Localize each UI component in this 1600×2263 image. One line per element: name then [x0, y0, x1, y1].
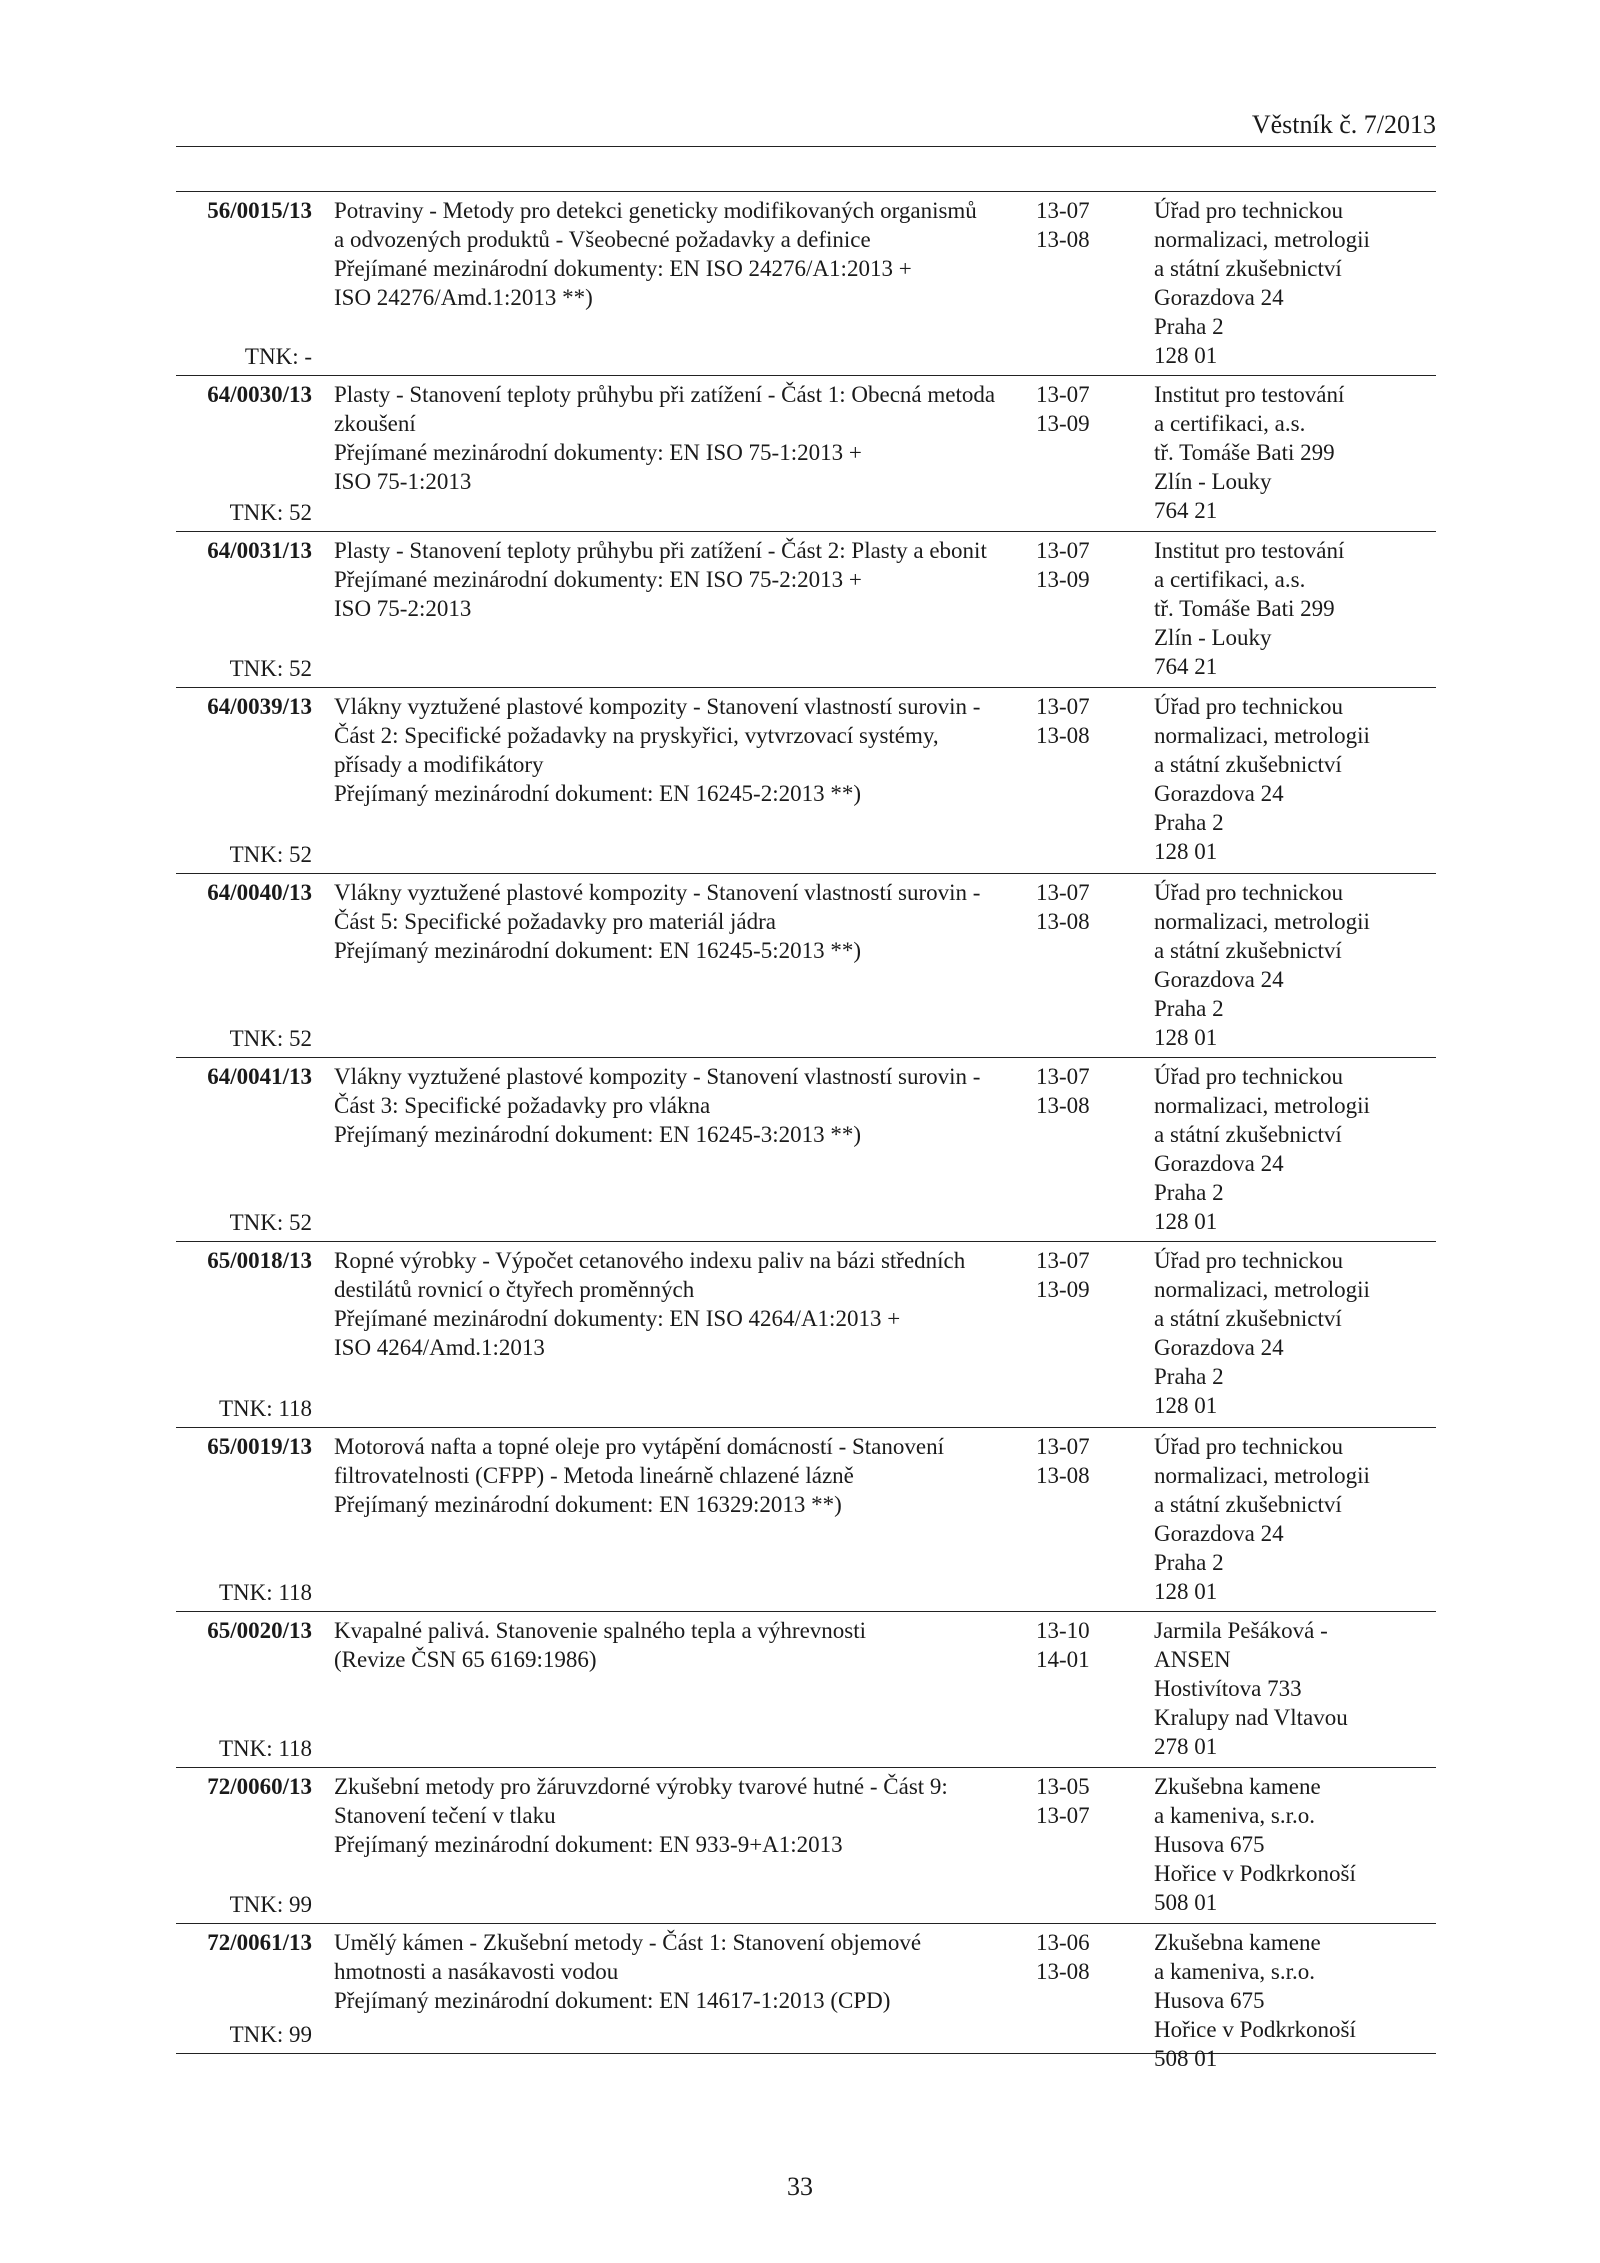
entry-codes-line: 13-08	[1036, 723, 1090, 748]
entry-codes-line: 13-08	[1036, 1959, 1090, 1984]
entry-organization-line: Jarmila Pešáková -	[1154, 1618, 1328, 1643]
entry-organization-line: 128 01	[1154, 343, 1218, 368]
entry-organization-line: a státní zkušebnictví	[1154, 752, 1342, 777]
entry-codes	[1028, 1772, 1154, 1923]
entry-description-line: ISO 75-2:2013	[334, 596, 472, 621]
entry-organization-line: a státní zkušebnictví	[1154, 1306, 1342, 1331]
entry-id-cell	[176, 536, 312, 687]
entry-description	[312, 1928, 1028, 2053]
table-row	[176, 1924, 1436, 2071]
entry-organization-line: 508 01	[1154, 1890, 1218, 1915]
entry-number: 72/0061/13	[207, 1930, 312, 1955]
entry-number: 65/0018/13	[207, 1248, 312, 1273]
entry-description-line: Přejímaný mezinárodní dokument: EN 14617-1:2013 (CPD)	[334, 1988, 891, 2013]
entry-codes-line: 13-08	[1036, 227, 1090, 252]
entry-codes	[1028, 1432, 1154, 1611]
entry-organization-line: Praha 2	[1154, 810, 1224, 835]
entry-tnk: TNK: 118	[218, 1736, 312, 1761]
entry-tnk: TNK: 52	[229, 842, 312, 867]
entry-organization-line: normalizaci, metrologii	[1154, 1093, 1370, 1118]
entry-organization-line: Zlín - Louky	[1154, 625, 1272, 650]
entry-organization-line: a státní zkušebnictví	[1154, 938, 1342, 963]
entry-id-cell	[176, 1616, 312, 1767]
entry-codes-line: 13-09	[1036, 567, 1090, 592]
entry-tnk: TNK: 118	[218, 1396, 312, 1421]
entry-description-line: Ropné výrobky - Výpočet cetanového indexu paliv na bázi středních	[334, 1248, 966, 1273]
entry-organization-line: Praha 2	[1154, 314, 1224, 339]
entry-organization-line: Praha 2	[1154, 1180, 1224, 1205]
entry-codes	[1028, 878, 1154, 1057]
entry-organization-line: Zkušebna kamene	[1154, 1774, 1321, 1799]
entry-codes-line: 13-07	[1036, 880, 1090, 905]
entry-codes	[1028, 1246, 1154, 1427]
entry-codes-line: 14-01	[1036, 1647, 1090, 1672]
entry-number: 64/0031/13	[207, 538, 312, 563]
entry-organization-line: Gorazdova 24	[1154, 285, 1284, 310]
entry-organization-line: a kameniva, s.r.o.	[1154, 1959, 1315, 1984]
entry-organization-line: 128 01	[1154, 1579, 1218, 1604]
table-row	[176, 532, 1436, 688]
entry-organization-line: a státní zkušebnictví	[1154, 256, 1342, 281]
standards-table	[176, 191, 1436, 2071]
entry-codes-line: 13-07	[1036, 1803, 1090, 1828]
entry-organization-line: normalizaci, metrologii	[1154, 723, 1370, 748]
entry-codes-line: 13-09	[1036, 411, 1090, 436]
entry-id-cell	[176, 878, 312, 1057]
entry-tnk: TNK: 52	[229, 1026, 312, 1051]
entry-organization-line: Gorazdova 24	[1154, 1521, 1284, 1546]
table-row	[176, 1242, 1436, 1428]
entry-description-line: destilátů rovnicí o čtyřech proměnných	[334, 1277, 695, 1302]
page-header: Věstník č. 7/2013	[1251, 110, 1436, 139]
entry-codes-line: 13-06	[1036, 1930, 1090, 1955]
entry-organization-line: tř. Tomáše Bati 299	[1154, 596, 1335, 621]
entry-description-line: Umělý kámen - Zkušební metody - Část 1: Stanovení objemové	[334, 1930, 922, 1955]
entry-description-line: Část 2: Specifické požadavky na pryskyřici, vytvrzovací systémy,	[334, 723, 939, 748]
entry-description-line: Plasty - Stanovení teploty průhybu při zatížení - Část 2: Plasty a ebonit	[334, 538, 987, 563]
entry-organization-line: Úřad pro technickou	[1154, 880, 1344, 905]
entry-codes-line: 13-05	[1036, 1774, 1090, 1799]
entry-codes	[1028, 1062, 1154, 1241]
entry-description	[312, 878, 1028, 1057]
page-number: 33	[787, 2172, 813, 2201]
entry-id-cell	[176, 196, 312, 375]
entry-codes-line: 13-10	[1036, 1618, 1090, 1643]
entry-description-line: Kvapalné palivá. Stanovenie spalného tepla a výhrevnosti	[334, 1618, 867, 1643]
entry-codes-line: 13-07	[1036, 1064, 1090, 1089]
entry-tnk: TNK: 52	[229, 500, 312, 525]
entry-organization-line: Hostivítova 733	[1154, 1676, 1302, 1701]
entry-organization-line: Úřad pro technickou	[1154, 1064, 1344, 1089]
entry-organization-line: ANSEN	[1154, 1647, 1231, 1672]
entry-description-line: Přejímané mezinárodní dokumenty: EN ISO 24276/A1:2013 +	[334, 256, 912, 281]
entry-description-line: Stanovení tečení v tlaku	[334, 1803, 556, 1828]
entry-codes	[1028, 380, 1154, 531]
entry-description-line: Vlákny vyztužené plastové kompozity - Stanovení vlastností surovin -	[334, 694, 981, 719]
entry-id-cell	[176, 1432, 312, 1611]
entry-codes	[1028, 536, 1154, 687]
table-row	[176, 1612, 1436, 1768]
entry-organization-line: a certifikaci, a.s.	[1154, 567, 1306, 592]
entry-description-line: ISO 4264/Amd.1:2013	[334, 1335, 545, 1360]
entry-codes	[1028, 692, 1154, 873]
entry-organization-line: Praha 2	[1154, 996, 1224, 1021]
entry-codes-line: 13-07	[1036, 198, 1090, 223]
entry-codes-line: 13-07	[1036, 1434, 1090, 1459]
table-row	[176, 1058, 1436, 1242]
entry-id-cell	[176, 380, 312, 531]
table-row	[176, 688, 1436, 874]
entry-description-line: Plasty - Stanovení teploty průhybu při zatížení - Část 1: Obecná metoda	[334, 382, 996, 407]
entry-organization-line: 278 01	[1154, 1734, 1218, 1759]
entry-organization	[1154, 1062, 1436, 1241]
entry-tnk: TNK: 99	[229, 1892, 312, 1917]
entry-codes-line: 13-08	[1036, 1093, 1090, 1118]
entry-description-line: zkoušení	[334, 411, 416, 436]
entry-organization-line: Gorazdova 24	[1154, 781, 1284, 806]
entry-organization-line: 128 01	[1154, 1025, 1218, 1050]
table-row	[176, 874, 1436, 1058]
entry-tnk: TNK: -	[244, 344, 312, 369]
table-row	[176, 1768, 1436, 1924]
entry-organization-line: Úřad pro technickou	[1154, 198, 1344, 223]
entry-organization-line: normalizaci, metrologii	[1154, 1277, 1370, 1302]
entry-organization-line: tř. Tomáše Bati 299	[1154, 440, 1335, 465]
entry-description	[312, 1772, 1028, 1923]
entry-description	[312, 1246, 1028, 1427]
entry-description-line: Přejímaný mezinárodní dokument: EN 16245-5:2013 **)	[334, 938, 861, 963]
entry-description-line: přísady a modifikátory	[334, 752, 544, 777]
entry-description-line: Přejímaný mezinárodní dokument: EN 933-9+A1:2013	[334, 1832, 843, 1857]
entry-organization	[1154, 692, 1436, 873]
entry-codes-line: 13-09	[1036, 1277, 1090, 1302]
entry-organization	[1154, 380, 1436, 531]
entry-description	[312, 1616, 1028, 1767]
entry-organization-line: Praha 2	[1154, 1364, 1224, 1389]
entry-tnk: TNK: 99	[229, 2022, 312, 2047]
entry-number: 72/0060/13	[207, 1774, 312, 1799]
entry-organization-line: Praha 2	[1154, 1550, 1224, 1575]
header-divider	[176, 146, 1436, 147]
entry-tnk: TNK: 52	[229, 656, 312, 681]
entry-description-line: Část 3: Specifické požadavky pro vlákna	[334, 1093, 711, 1118]
entry-number: 64/0039/13	[207, 694, 312, 719]
table-row	[176, 376, 1436, 532]
entry-number: 64/0030/13	[207, 382, 312, 407]
entry-number: 65/0020/13	[207, 1618, 312, 1643]
entry-codes-line: 13-07	[1036, 694, 1090, 719]
entry-organization-line: Institut pro testování	[1154, 538, 1345, 563]
entry-codes	[1028, 1928, 1154, 2053]
entry-description-line: Přejímaný mezinárodní dokument: EN 16329:2013 **)	[334, 1492, 842, 1517]
entry-description	[312, 1432, 1028, 1611]
entry-description-line: ISO 75-1:2013	[334, 469, 472, 494]
entry-id-cell	[176, 1928, 312, 2053]
entry-description-line: Potraviny - Metody pro detekci geneticky modifikovaných organismů	[334, 198, 977, 223]
entry-description-line: Přejímaný mezinárodní dokument: EN 16245-2:2013 **)	[334, 781, 861, 806]
entry-organization-line: 764 21	[1154, 498, 1218, 523]
entry-organization	[1154, 1928, 1436, 2071]
entry-organization-line: 128 01	[1154, 1209, 1218, 1234]
entry-description-line: Vlákny vyztužené plastové kompozity - Stanovení vlastností surovin -	[334, 880, 981, 905]
entry-organization-line: Gorazdova 24	[1154, 1151, 1284, 1176]
entry-codes	[1028, 196, 1154, 375]
entry-organization-line: 128 01	[1154, 1393, 1218, 1418]
entry-organization-line: 128 01	[1154, 839, 1218, 864]
entry-organization	[1154, 1616, 1436, 1767]
entry-organization-line: Zlín - Louky	[1154, 469, 1272, 494]
entry-codes-line: 13-07	[1036, 538, 1090, 563]
entry-id-cell	[176, 692, 312, 873]
entry-description-line: a odvozených produktů - Všeobecné požadavky a definice	[334, 227, 871, 252]
entry-description-line: Přejímaný mezinárodní dokument: EN 16245-3:2013 **)	[334, 1122, 861, 1147]
entry-codes-line: 13-07	[1036, 1248, 1090, 1273]
entry-description-line: Přejímané mezinárodní dokumenty: EN ISO 75-2:2013 +	[334, 567, 862, 592]
entry-organization-line: Úřad pro technickou	[1154, 1434, 1344, 1459]
entry-codes-line: 13-08	[1036, 1463, 1090, 1488]
entry-description-line: Přejímané mezinárodní dokumenty: EN ISO 4264/A1:2013 +	[334, 1306, 901, 1331]
entry-organization-line: 508 01	[1154, 2046, 1218, 2071]
entry-organization-line: normalizaci, metrologii	[1154, 227, 1370, 252]
entry-organization-line: Kralupy nad Vltavou	[1154, 1705, 1348, 1730]
entry-description-line: ISO 24276/Amd.1:2013 **)	[334, 285, 593, 310]
entry-organization	[1154, 1772, 1436, 1923]
entry-organization-line: a certifikaci, a.s.	[1154, 411, 1306, 436]
entry-organization-line: Úřad pro technickou	[1154, 694, 1344, 719]
entry-organization-line: a státní zkušebnictví	[1154, 1492, 1342, 1517]
entry-id-cell	[176, 1246, 312, 1427]
entry-description-line: Motorová nafta a topné oleje pro vytápění domácností - Stanovení	[334, 1434, 944, 1459]
entry-organization-line: Gorazdova 24	[1154, 1335, 1284, 1360]
entry-number: 64/0040/13	[207, 880, 312, 905]
entry-organization-line: Úřad pro technickou	[1154, 1248, 1344, 1273]
entry-organization-line: 764 21	[1154, 654, 1218, 679]
entry-organization-line: normalizaci, metrologii	[1154, 909, 1370, 934]
entry-codes	[1028, 1616, 1154, 1767]
entry-description-line: hmotnosti a nasákavosti vodou	[334, 1959, 619, 1984]
entry-id-cell	[176, 1772, 312, 1923]
entry-description-line: Zkušební metody pro žáruvzdorné výrobky tvarové hutné - Část 9:	[334, 1774, 948, 1799]
entry-description-line: Přejímané mezinárodní dokumenty: EN ISO 75-1:2013 +	[334, 440, 862, 465]
entry-organization-line: Hořice v Podkrkonoší	[1154, 1861, 1356, 1886]
table-row	[176, 1428, 1436, 1612]
entry-organization-line: a státní zkušebnictví	[1154, 1122, 1342, 1147]
entry-tnk: TNK: 118	[218, 1580, 312, 1605]
entry-description	[312, 196, 1028, 375]
entry-organization	[1154, 536, 1436, 687]
entry-description	[312, 536, 1028, 687]
entry-id-cell	[176, 1062, 312, 1241]
entry-description	[312, 692, 1028, 873]
entry-organization	[1154, 196, 1436, 375]
entry-organization-line: Husova 675	[1154, 1988, 1265, 2013]
entry-organization-line: Gorazdova 24	[1154, 967, 1284, 992]
entry-codes-line: 13-08	[1036, 909, 1090, 934]
entry-description-line: filtrovatelnosti (CFPP) - Metoda lineárně chlazené lázně	[334, 1463, 854, 1488]
entry-number: 65/0019/13	[207, 1434, 312, 1459]
entry-description	[312, 1062, 1028, 1241]
entry-number: 56/0015/13	[207, 198, 312, 223]
entry-organization-line: Husova 675	[1154, 1832, 1265, 1857]
entry-codes-line: 13-07	[1036, 382, 1090, 407]
entry-organization	[1154, 1432, 1436, 1611]
entry-organization-line: Zkušebna kamene	[1154, 1930, 1321, 1955]
entry-description-line: Vlákny vyztužené plastové kompozity - Stanovení vlastností surovin -	[334, 1064, 981, 1089]
table-row	[176, 192, 1436, 376]
entry-description-line: Část 5: Specifické požadavky pro materiál jádra	[334, 909, 776, 934]
entry-number: 64/0041/13	[207, 1064, 312, 1089]
entry-organization-line: normalizaci, metrologii	[1154, 1463, 1370, 1488]
entry-organization-line: Hořice v Podkrkonoší	[1154, 2017, 1356, 2042]
entry-description	[312, 380, 1028, 531]
entry-organization	[1154, 878, 1436, 1057]
entry-organization-line: Institut pro testování	[1154, 382, 1345, 407]
entry-organization-line: a kameniva, s.r.o.	[1154, 1803, 1315, 1828]
entry-organization	[1154, 1246, 1436, 1427]
entry-tnk: TNK: 52	[229, 1210, 312, 1235]
entry-description-line: (Revize ČSN 65 6169:1986)	[334, 1647, 597, 1672]
